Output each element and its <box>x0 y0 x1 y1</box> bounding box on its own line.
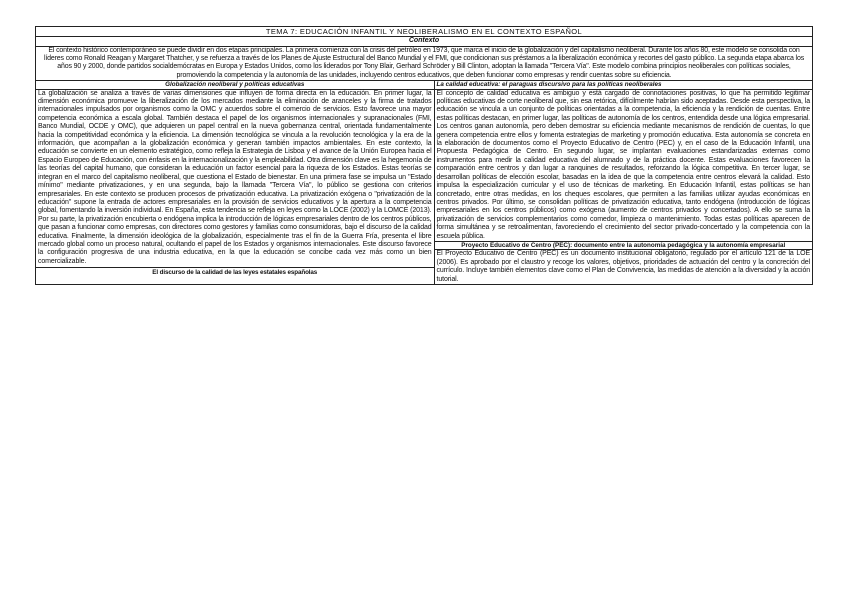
summary-table <box>35 26 813 285</box>
title-row <box>36 27 813 37</box>
left-section-paragraph: La globalización se analiza a través de varias dimensiones que influyen de forma directa en la educación. En primer lugar, la dimensión económica promueve la liberalización de los mercados mediante la eliminación de aranceles y la firma de tratados internacionales impulsados por organismos como la OMC y acuerdos sobre el comercio de servicios. Esto favorece una mayor competencia económica a escala global. También destaca el papel de los organismos internacionales y supranacionales (FMI, Banco Mundial, OCDE y OMC), que adquieren un papel central en la nueva gobernanza central, orientada fundamentalmente hacia la competitividad económica y la eficiencia. La dimensión tecnológica se vincula a la revolución tecnológica y la era de la información, que acompañan a la globalización económica y generan también impactos ambientales. En este contexto, la educación se convierte en un elemento estratégico, como refleja la Estrategia de Lisboa y el avance de la Unión Europea hacia el Espacio Europeo de Educación, con énfasis en la internacionalización y la empleabilidad. Otra dimensión clave es la hegemonía de las teorías del capital humano, que consideran la educación un factor esencial para la riqueza de los Estados. Estas teorías se integran en el marco del capitalismo neoliberal, que cuestiona el Estado de bienestar. En una primera fase se impulsa un "Estado mínimo" mediante privatizaciones, y en una segunda, bajo la llamada "Tercera Vía", lo público se gestiona con criterios empresariales. En este contexto se producen procesos de privatización educativa. La privatización exógena o "privatización de la educación" supone la entrada de actores empresariales en la provisión de servicios educativos y la apertura a la competencia global, fomentando la inversión individual. En España, esta tendencia se refleja en leyes como la LOCE (2002) y la LOMCE (2013). Por su parte, la privatización encubierta o endógena implica la introducción de lógicas empresariales dentro de los centros públicos, que pasan a funcionar como empresas, con directores como gestores y familias como consumidoras, bajo el discurso de la calidad educativa. Finalmente, la dimensión ideológica de la globalización, especialmente tras el fin de la Guerra Fría, presenta el libre mercado global como un proceso natural, ocultando el papel de los Estados y organismos internacionales. Este discurso favorece la configuración progresiva de una industria educativa, en la que la educación se concibe cada vez más como un bien comercializable. <box>38 89 432 265</box>
document-sheet <box>35 26 813 285</box>
pec-paragraph: El Proyecto Educativo de Centro (PEC) es un documento institucional obligatorio, regulado por el artículo 121 de la LOE (2006). Es aprobado por el claustro y recoge los valores, objetivos, prioridades de actuación del centro y la concreción del currículo. Incluye también elementos clave como el Plan de Convivencia, las medidas de atención a la diversidad y la acción tutorial. <box>434 250 812 285</box>
context-paragraph: El contexto histórico contemporáneo se puede dividir en dos etapas principales. La primera comienza con la crisis del petróleo en 1973, que marca el inicio de la globalización y del capitalismo neoliberal. Durante los años 80, este modelo se consolida con líderes como Ronald Reagan y Margaret Thatcher, y se refuerza a través de los Planes de Ajuste Estructural del Banco Mundial y el FMI, que condicionan sus préstamos a la liberalización económica y recortes del gasto público. La segunda etapa abarca los años 90 y 2000, donde partidos socialdemócratas en Europa y Estados Unidos, como los liderados por Tony Blair, Gerhard Schröder y Bill Clinton, adoptan la llamada "Tercera Vía". Este modelo combina principios neoliberales con políticas sociales, promoviendo la competencia y la autonomía de las unidades, incluyendo centros educativos, que deben funcionar como empresas y rendir cuentas sobre su eficiencia. <box>36 46 813 81</box>
context-text-row <box>36 46 813 81</box>
document-title: TEMA 7: EDUCACIÓN INFANTIL Y NEOLIBERALISMO EN EL CONTEXTO ESPAÑOL <box>36 27 813 37</box>
left-footer-heading: El discurso de la calidad de las leyes estatales españolas <box>36 267 434 277</box>
right-section-paragraph: El concepto de calidad educativa es ambiguo y está cargado de connotaciones positivas, lo que ha permitido legitimar políticas educativas de corte neoliberal que, sin esa retórica, difícilmente habrían sido aceptadas. Desde esta perspectiva, la educación se vincula a un conjunto de políticas orientadas a la competencia, la eficiencia y la rendición de cuentas. Entre estas políticas destacan, en primer lugar, las políticas de autonomía de los centros, entendida desde una lógica empresarial. Los centros ganan autonomía, pero deben demostrar su eficiencia mediante mecanismos de rendición de cuentas, lo que genera competencia entre ellos y fomenta estrategias de marketing y promoción educativa. Esta autonomía se concreta en la elaboración de documentos como el Proyecto Educativo de Centro (PEC) y, en el caso de la Educación Infantil, una Propuesta Pedagógica de Centro. En segundo lugar, se implantan evaluaciones estandarizadas externas como instrumentos para medir la calidad educativa del alumnado y de la práctica docente. Estas evaluaciones favorecen la comparación entre centros y dan lugar a ranquines de resultados, reforzando la lógica competitiva. En tercer lugar, se desarrollan políticas de elección escolar, basadas en la idea de que la competencia entre centros elevará la calidad. Esto impulsa la especialización curricular y el uso de técnicas de marketing. En Educación Infantil, estas políticas se han concretado, entre otras medidas, en los cheques escolares, que permiten a las familias utilizar ayudas económicas en centros privados. Por último, se consolidan políticas de privatización educativa, tanto endógena (introducción de lógicas empresariales en los centros públicos) como exógena (aumento de centros privados y concertados). A ello se suma la privatización de servicios complementarios como comedor, limpieza o mantenimiento. Todas estas políticas aparecen de forma simultánea y se retroalimentan, favoreciendo el crecimiento del sector privado-concertado y la competencia con la escuela pública. <box>434 89 812 241</box>
pec-heading: Proyecto Educativo de Centro (PEC): documento entre la autonomía pedagógica y la autonomía empresarial <box>434 241 812 250</box>
left-section-heading: Globalización neoliberal y políticas educativas <box>36 81 435 90</box>
context-heading-row <box>36 37 813 47</box>
section-heading-row <box>36 81 813 90</box>
right-section-heading: La calidad educativa: el paraguas discursivo para las políticas neoliberales <box>434 81 812 90</box>
section-body-row <box>36 89 813 241</box>
context-heading: Contexto <box>36 37 813 47</box>
left-section-cell <box>36 89 435 284</box>
